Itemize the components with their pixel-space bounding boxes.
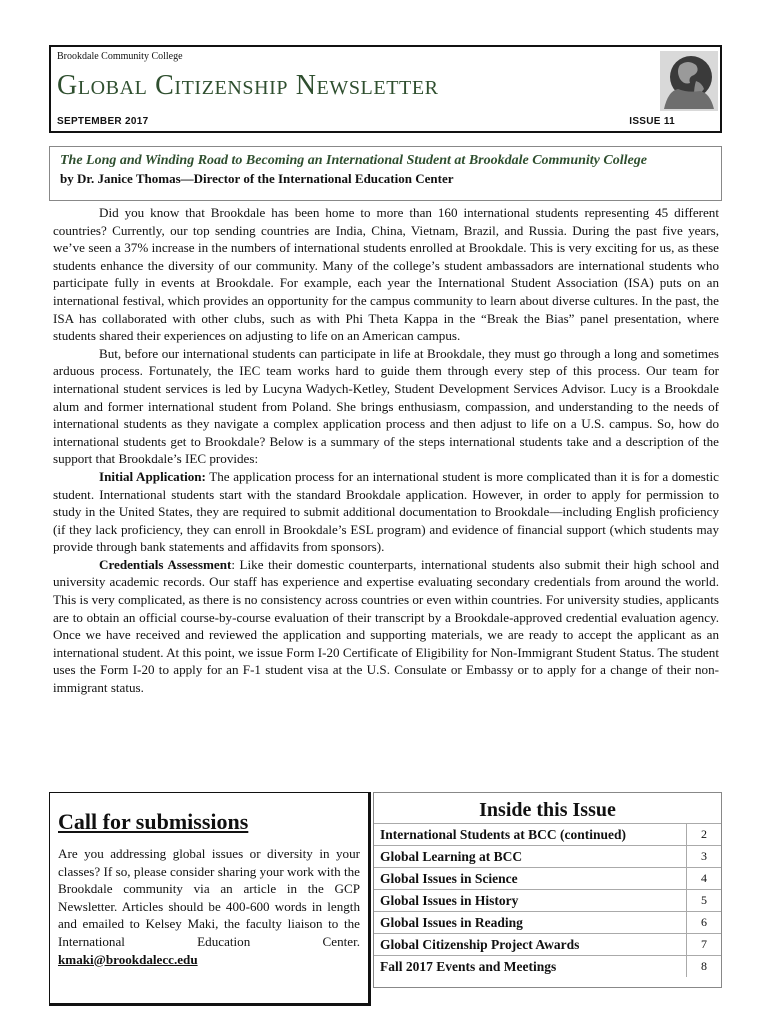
toc-label: Global Issues in History bbox=[380, 893, 519, 908]
toc-row[interactable] bbox=[374, 933, 721, 956]
toc-label: International Students at BCC (continued) bbox=[380, 827, 627, 842]
section-lead: Initial Application: bbox=[99, 468, 206, 484]
toc-page: 6 bbox=[686, 912, 721, 933]
article-title: The Long and Winding Road to Becoming an International Student at Brookdale Community College bbox=[60, 153, 647, 168]
toc-row[interactable] bbox=[374, 867, 721, 890]
globe-hand-icon bbox=[660, 51, 718, 111]
toc-label: Global Citizenship Project Awards bbox=[380, 937, 580, 952]
article-paragraph bbox=[53, 556, 719, 697]
toc-label: Global Issues in Reading bbox=[380, 915, 523, 930]
article-paragraph: Did you know that Brookdale has been home to more than 160 international students representing 45 different countries? Currently, our top sending countries are India, China, Vietnam, Brazil, and Russia. During the past five years, we’ve seen a 37% increase in the numbers of international students enrolled at Brookdale. This is very exciting for us, as these students enhance the diversity of our community. Many of the college’s student ambassadors are international students who participate fully in events at Brookdale. For example, each year the International Student Association (ISA) puts on an international festival, which provides an opportunity for the campus community to learn about diverse cultures. In the past, the ISA has collaborated with other clubs, such as with Phi Theta Kappa in the “Break the Bias” panel presentation, where students shared their experiences on adjusting to life on an American campus. bbox=[53, 205, 719, 344]
toc-label: Global Learning at BCC bbox=[380, 849, 523, 864]
toc-row[interactable] bbox=[374, 911, 721, 934]
article-byline: by Dr. Janice Thomas—Director of the International Education Center bbox=[60, 171, 454, 186]
college-name: Brookdale Community College bbox=[57, 51, 183, 62]
toc-label: Fall 2017 Events and Meetings bbox=[380, 959, 557, 974]
toc-row[interactable] bbox=[374, 845, 721, 868]
call-title: Call for submissions bbox=[58, 809, 249, 834]
toc-row[interactable] bbox=[374, 955, 721, 978]
inside-this-issue bbox=[373, 792, 722, 988]
call-text bbox=[58, 845, 360, 968]
article-paragraph bbox=[53, 468, 719, 556]
email-link[interactable]: kmaki@brookdalecc.edu bbox=[58, 951, 198, 967]
toc-page: 2 bbox=[686, 824, 721, 845]
article-paragraph: But, before our international students can participate in life at Brookdale, they must go through a long and sometimes arduous process. Fortunately, the IEC team works hard to guide them through every step of this process. Our team for international student services is led by Lucyna Wadych-Ketley, Student Development Services Advisor. Lucy is a Brookdale alum and former international student from Poland. She brings enthusiasm, compassion, and understanding to the needs of international students as they navigate a complex application process and then adjust to life on a U.S. campus. So, how do international students get to Brookdale? Below is a summary of the steps international students take and a description of the support that Brookdale’s IEC provides: bbox=[53, 345, 719, 467]
toc-page: 7 bbox=[686, 934, 721, 955]
toc-page: 8 bbox=[686, 956, 721, 977]
article-header bbox=[49, 146, 722, 201]
issue-date: SEPTEMBER 2017 bbox=[57, 116, 149, 127]
call-body: Are you addressing global issues or diversity in your classes? If so, please consider sharing your work with the Brookdale community via an article in the GCP Newsletter. Articles should be 400-600 words in length and emailed to Kelsey Maki, the faculty liaison to the International Education Center. bbox=[58, 846, 360, 949]
toc-page: 5 bbox=[686, 890, 721, 911]
toc-page: 4 bbox=[686, 868, 721, 889]
paragraph-text: The application process for an international student is more complicated than it is for a domestic student. International students start with the standard Brookdale application. However, in order to apply for permission to study in the United States, they are required to submit additional documentation to Brookdale—including English proficiency (if they lack proficiency, they can enroll in Brookdale’s ESL program) and evidence of financial support (which students may provide through bank statements and affidavits from sponsors). bbox=[53, 468, 719, 555]
issue-number: ISSUE 11 bbox=[629, 116, 675, 127]
toc-page: 3 bbox=[686, 846, 721, 867]
section-lead: Credentials Assessment bbox=[99, 556, 232, 572]
toc-row[interactable] bbox=[374, 823, 721, 846]
article-body bbox=[53, 204, 719, 697]
inside-title: Inside this Issue bbox=[479, 799, 616, 821]
toc-label: Global Issues in Science bbox=[380, 871, 518, 886]
call-for-submissions bbox=[49, 792, 371, 1006]
toc-row[interactable] bbox=[374, 889, 721, 912]
paragraph-text: : Like their domestic counterparts, international students also submit their high school and university academic records. Our staff has experience and expertise evaluating secondary credentials from around the world. This is very complicated, as there is no consistency across countries or even within countries. For university studies, applicants are to obtain an official course-by-course evaluation of their transcript by a Brookdale-approved credential evaluation agency. Once we have received and reviewed the application and supporting materials, we are ready to accept the applicant as an international student. At this point, we issue Form I-20 Certificate of Eligibility for Non-Immigrant Student Status. The student uses the Form I-20 to apply for an F-1 student visa at the U.S. Consulate or Embassy or to apply for a change of their non-immigrant status. bbox=[53, 556, 719, 696]
masthead bbox=[49, 45, 722, 133]
newsletter-title: Global Citizenship Newsletter bbox=[57, 70, 439, 101]
